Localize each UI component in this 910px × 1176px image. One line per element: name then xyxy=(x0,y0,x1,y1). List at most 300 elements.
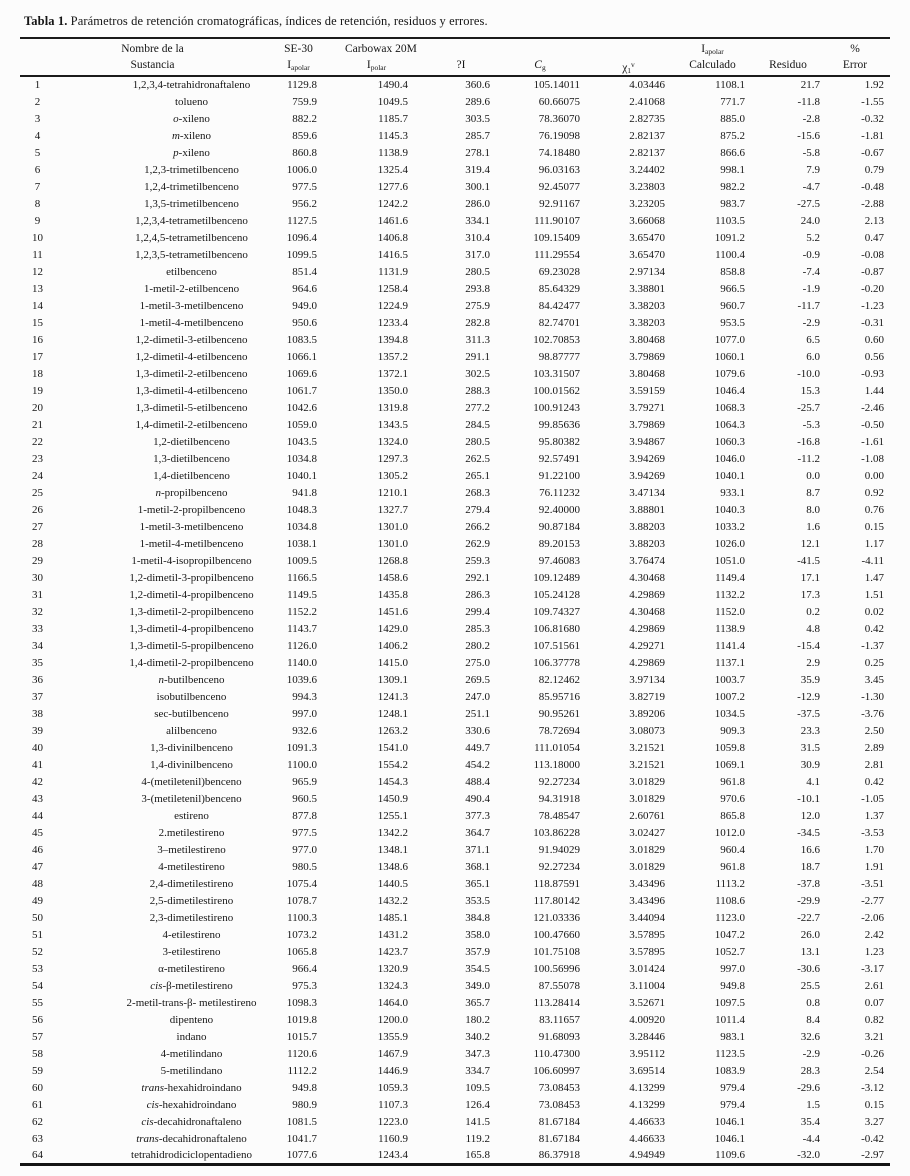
value-cell-carbowax: 1297.3 xyxy=(377,452,408,465)
table-title-label: Tabla 1. xyxy=(24,14,68,28)
row-number-cell: 47 xyxy=(32,860,43,873)
value-cell-delta-i: 302.5 xyxy=(465,367,490,380)
value-cell-error: -2.06 xyxy=(861,911,884,924)
value-cell-chi: 3.66068 xyxy=(629,214,665,227)
value-cell-chi: 3.79271 xyxy=(629,401,665,414)
value-cell-chi: 4.29869 xyxy=(629,656,665,669)
value-cell-calc: 1046.0 xyxy=(714,452,745,465)
value-cell-carbowax: 1241.3 xyxy=(377,690,408,703)
value-cell-residuo: -30.6 xyxy=(797,962,820,975)
value-cell-residuo: -11.2 xyxy=(797,452,820,465)
value-cell-calc: 961.8 xyxy=(720,775,745,788)
column-header-carbowax: Carbowax 20M $I_{polar}$ xyxy=(345,43,417,72)
column-header-error: % Error xyxy=(842,43,868,71)
value-cell-delta-i: 300.1 xyxy=(465,180,490,193)
value-cell-calc: 979.4 xyxy=(720,1098,745,1111)
value-cell-error: 2.50 xyxy=(864,724,884,737)
substance-name-cell: 1,2,3,5-tetrametilbenceno xyxy=(135,248,248,261)
row-number-cell: 15 xyxy=(32,316,43,329)
row-number-cell: 17 xyxy=(32,350,43,363)
value-cell-error: 0.76 xyxy=(864,503,884,516)
table-row xyxy=(20,739,890,756)
value-cell-error: 0.82 xyxy=(864,1013,884,1026)
value-cell-error: 1.47 xyxy=(864,571,884,584)
column-header-cg: $C_g$ xyxy=(534,59,546,72)
value-cell-chi: 3.11004 xyxy=(629,979,665,992)
value-cell-carbowax: 1454.3 xyxy=(377,775,408,788)
row-number-cell: 7 xyxy=(34,180,41,193)
value-cell-carbowax: 1490.4 xyxy=(377,79,408,91)
value-cell-delta-i: 286.3 xyxy=(465,588,490,601)
value-cell-se30: 1039.6 xyxy=(286,673,317,686)
value-cell-error: -3.76 xyxy=(861,707,884,720)
substance-name-cell: o-xileno xyxy=(173,112,210,125)
value-cell-carbowax: 1324.3 xyxy=(377,979,408,992)
value-cell-delta-i: 279.4 xyxy=(465,503,490,516)
value-cell-residuo: -41.5 xyxy=(797,554,820,567)
value-cell-se30: 1100.0 xyxy=(287,758,317,771)
value-cell-se30: 1069.6 xyxy=(286,367,317,380)
value-cell-error: 2.13 xyxy=(864,214,884,227)
retention-parameters-table xyxy=(20,37,890,1166)
value-cell-carbowax: 1200.0 xyxy=(377,1013,408,1026)
value-cell-calc: 1046.4 xyxy=(714,384,745,397)
value-cell-residuo: 12.1 xyxy=(800,537,820,550)
value-cell-chi: 4.00920 xyxy=(629,1013,665,1026)
table-row xyxy=(20,841,890,858)
value-cell-cg: 87.55078 xyxy=(538,979,580,992)
value-cell-delta-i: 280.5 xyxy=(465,265,490,278)
value-cell-cg: 76.19098 xyxy=(538,129,580,142)
value-cell-carbowax: 1277.6 xyxy=(377,180,408,193)
table-row xyxy=(20,161,890,178)
value-cell-error: 1.37 xyxy=(864,809,884,822)
value-cell-calc: 1046.1 xyxy=(714,1132,745,1145)
value-cell-se30: 860.8 xyxy=(292,146,317,159)
row-number-cell: 51 xyxy=(32,928,43,941)
value-cell-delta-i: 288.3 xyxy=(465,384,490,397)
value-cell-residuo: 2.9 xyxy=(806,656,820,669)
value-cell-carbowax: 1342.2 xyxy=(377,826,408,839)
value-cell-cg: 73.08453 xyxy=(538,1098,580,1111)
value-cell-chi: 3.02427 xyxy=(629,826,665,839)
value-cell-se30: 1083.5 xyxy=(286,333,317,346)
table-row xyxy=(20,246,890,263)
value-cell-calc: 875.2 xyxy=(720,129,745,142)
value-cell-carbowax: 1458.6 xyxy=(377,571,408,584)
value-cell-chi: 3.23803 xyxy=(629,180,665,193)
value-cell-carbowax: 1464.0 xyxy=(377,996,408,1009)
value-cell-residuo: 16.6 xyxy=(800,843,820,856)
value-cell-cg: 113.18000 xyxy=(533,758,580,771)
substance-name-cell: tetrahidrodiciclopentadieno xyxy=(131,1149,252,1161)
value-cell-cg: 92.27234 xyxy=(538,775,580,788)
value-cell-se30: 960.5 xyxy=(292,792,317,805)
value-cell-residuo: 18.7 xyxy=(800,860,820,873)
substance-name-cell: 1,2,3,4-tetrametilbenceno xyxy=(135,214,248,227)
value-cell-carbowax: 1301.0 xyxy=(377,537,408,550)
row-number-cell: 30 xyxy=(32,571,43,584)
substance-name-cell: 1,3-dimetil-2-etilbenceno xyxy=(135,367,248,380)
value-cell-error: -2.46 xyxy=(861,401,884,414)
value-cell-delta-i: 347.3 xyxy=(465,1047,490,1060)
value-cell-calc: 1011.4 xyxy=(715,1013,745,1026)
substance-name-cell: 1,3-dimetil-5-etilbenceno xyxy=(135,401,248,414)
table-row xyxy=(20,331,890,348)
value-cell-residuo: 25.5 xyxy=(800,979,820,992)
table-row xyxy=(20,127,890,144)
substance-name-cell: cis-decahidronaftaleno xyxy=(141,1115,242,1128)
substance-name-cell: 1-metil-4-metilbenceno xyxy=(139,316,244,329)
value-cell-carbowax: 1319.8 xyxy=(377,401,408,414)
value-cell-cg: 92.57491 xyxy=(538,452,580,465)
value-cell-se30: 1075.4 xyxy=(286,877,317,890)
value-cell-carbowax: 1416.5 xyxy=(377,248,408,261)
value-cell-chi: 4.03446 xyxy=(629,79,665,91)
value-cell-error: -0.93 xyxy=(861,367,884,380)
substance-name-cell: isobutilbenceno xyxy=(156,690,227,703)
value-cell-error: 0.00 xyxy=(864,469,884,482)
value-cell-residuo: -5.3 xyxy=(802,418,820,431)
value-cell-cg: 90.87184 xyxy=(538,520,580,533)
value-cell-se30: 1100.3 xyxy=(287,911,317,924)
row-number-cell: 42 xyxy=(32,775,43,788)
value-cell-delta-i: 303.5 xyxy=(465,112,490,125)
value-cell-error: 1.92 xyxy=(864,79,884,91)
value-cell-delta-i: 319.4 xyxy=(465,163,490,176)
substance-name-cell: 4-etilestireno xyxy=(162,928,221,941)
value-cell-delta-i: 259.3 xyxy=(465,554,490,567)
table-row xyxy=(20,569,890,586)
column-header-delta-i: ?I xyxy=(456,59,466,71)
value-cell-calc: 983.1 xyxy=(720,1030,745,1043)
value-cell-chi: 3.57895 xyxy=(629,928,665,941)
substance-name-cell: 4-metilestireno xyxy=(158,860,225,873)
value-cell-chi: 3.65470 xyxy=(629,248,665,261)
value-cell-chi: 4.29869 xyxy=(629,622,665,635)
value-cell-cg: 101.75108 xyxy=(533,945,580,958)
value-cell-residuo: -4.7 xyxy=(802,180,820,193)
column-header-se30: SE-30 $I_{apolar}$ xyxy=(284,43,313,72)
table-row xyxy=(20,603,890,620)
table-row xyxy=(20,858,890,875)
value-cell-residuo: -12.9 xyxy=(797,690,820,703)
value-cell-delta-i: 265.1 xyxy=(465,469,490,482)
value-cell-calc: 1149.4 xyxy=(715,571,745,584)
value-cell-calc: 1077.0 xyxy=(714,333,745,346)
table-row xyxy=(20,1147,890,1165)
value-cell-carbowax: 1301.0 xyxy=(377,520,408,533)
value-cell-residuo: 31.5 xyxy=(800,741,820,754)
value-cell-residuo: 6.5 xyxy=(806,333,820,346)
value-cell-residuo: 13.1 xyxy=(800,945,820,958)
value-cell-carbowax: 1305.2 xyxy=(377,469,408,482)
value-cell-se30: 851.4 xyxy=(292,265,317,278)
value-cell-chi: 3.38801 xyxy=(629,282,665,295)
value-cell-residuo: 23.3 xyxy=(800,724,820,737)
value-cell-cg: 94.31918 xyxy=(538,792,580,805)
value-cell-calc: 1108.6 xyxy=(715,894,745,907)
row-number-cell: 21 xyxy=(32,418,43,431)
value-cell-delta-i: 284.5 xyxy=(465,418,490,431)
value-cell-carbowax: 1224.9 xyxy=(377,299,408,312)
value-cell-chi: 4.94949 xyxy=(629,1149,665,1161)
value-cell-error: -0.42 xyxy=(861,1132,884,1145)
value-cell-delta-i: 299.4 xyxy=(465,605,490,618)
value-cell-cg: 92.27234 xyxy=(538,860,580,873)
value-cell-residuo: -2.9 xyxy=(802,1047,820,1060)
value-cell-carbowax: 1450.9 xyxy=(377,792,408,805)
value-cell-error: 0.15 xyxy=(864,1098,884,1111)
value-cell-error: 3.45 xyxy=(864,673,884,686)
value-cell-calc: 970.6 xyxy=(720,792,745,805)
value-cell-se30: 1143.7 xyxy=(287,622,317,635)
value-cell-cg: 82.12462 xyxy=(538,673,580,686)
table-row xyxy=(20,1096,890,1113)
value-cell-se30: 1015.7 xyxy=(286,1030,317,1043)
value-cell-residuo: 4.1 xyxy=(806,775,820,788)
table-row xyxy=(20,994,890,1011)
table-row xyxy=(20,722,890,739)
value-cell-residuo: -37.8 xyxy=(797,877,820,890)
value-cell-delta-i: 262.9 xyxy=(465,537,490,550)
value-cell-cg: 113.28414 xyxy=(533,996,580,1009)
value-cell-error: 2.89 xyxy=(864,741,884,754)
table-row xyxy=(20,348,890,365)
row-number-cell: 57 xyxy=(32,1030,43,1043)
value-cell-carbowax: 1320.9 xyxy=(377,962,408,975)
table-header xyxy=(20,38,890,76)
value-cell-carbowax: 1138.9 xyxy=(378,146,408,159)
value-cell-chi: 3.01829 xyxy=(629,843,665,856)
value-cell-residuo: -5.8 xyxy=(802,146,820,159)
value-cell-delta-i: 334.1 xyxy=(465,214,490,227)
value-cell-se30: 949.0 xyxy=(292,299,317,312)
value-cell-carbowax: 1324.0 xyxy=(377,435,408,448)
value-cell-calc: 997.0 xyxy=(720,962,745,975)
value-cell-residuo: 21.7 xyxy=(800,79,820,91)
value-cell-residuo: -25.7 xyxy=(797,401,820,414)
value-cell-cg: 92.91167 xyxy=(539,197,580,210)
column-header-name: Nombre de la Sustancia xyxy=(121,43,184,71)
value-cell-residuo: -2.9 xyxy=(802,316,820,329)
value-cell-delta-i: 280.5 xyxy=(465,435,490,448)
row-number-cell: 9 xyxy=(34,214,41,227)
value-cell-delta-i: 285.7 xyxy=(465,129,490,142)
value-cell-chi: 3.97134 xyxy=(629,673,665,686)
value-cell-cg: 109.12489 xyxy=(533,571,580,584)
value-cell-cg: 78.72694 xyxy=(538,724,580,737)
value-cell-carbowax: 1325.4 xyxy=(377,163,408,176)
row-number-cell: 37 xyxy=(32,690,43,703)
value-cell-se30: 877.8 xyxy=(292,809,317,822)
value-cell-se30: 1034.8 xyxy=(286,452,317,465)
value-cell-error: -2.88 xyxy=(861,197,884,210)
substance-name-cell: 2.metilestireno xyxy=(158,826,225,839)
value-cell-error: -0.26 xyxy=(861,1047,884,1060)
value-cell-se30: 932.6 xyxy=(292,724,317,737)
value-cell-error: -0.50 xyxy=(861,418,884,431)
value-cell-calc: 953.5 xyxy=(720,316,745,329)
value-cell-chi: 2.97134 xyxy=(629,265,665,278)
value-cell-error: 1.91 xyxy=(864,860,884,873)
value-cell-calc: 1060.3 xyxy=(714,435,745,448)
value-cell-cg: 111.29554 xyxy=(534,248,580,261)
value-cell-chi: 4.29271 xyxy=(629,639,665,652)
row-number-cell: 56 xyxy=(32,1013,43,1026)
row-number-cell: 25 xyxy=(32,486,43,499)
value-cell-delta-i: 126.4 xyxy=(465,1098,490,1111)
value-cell-delta-i: 280.2 xyxy=(465,639,490,652)
value-cell-delta-i: 349.0 xyxy=(465,979,490,992)
value-cell-se30: 1126.0 xyxy=(287,639,317,652)
value-cell-error: 1.70 xyxy=(864,843,884,856)
value-cell-se30: 950.6 xyxy=(292,316,317,329)
value-cell-calc: 949.8 xyxy=(720,979,745,992)
value-cell-chi: 3.01424 xyxy=(629,962,665,975)
value-cell-residuo: -2.8 xyxy=(802,112,820,125)
value-cell-se30: 964.6 xyxy=(292,282,317,295)
value-cell-chi: 4.30468 xyxy=(629,605,665,618)
value-cell-cg: 91.68093 xyxy=(538,1030,580,1043)
value-cell-delta-i: 311.3 xyxy=(465,333,490,346)
value-cell-carbowax: 1440.5 xyxy=(377,877,408,890)
value-cell-carbowax: 1554.2 xyxy=(377,758,408,771)
value-cell-calc: 1079.6 xyxy=(714,367,745,380)
value-cell-cg: 73.08453 xyxy=(538,1081,580,1094)
value-cell-carbowax: 1394.8 xyxy=(377,333,408,346)
table-row xyxy=(20,144,890,161)
value-cell-error: 1.17 xyxy=(864,537,884,550)
value-cell-error: -4.11 xyxy=(861,554,884,567)
value-cell-delta-i: 317.0 xyxy=(465,248,490,261)
value-cell-error: 0.47 xyxy=(864,231,884,244)
value-cell-residuo: 35.9 xyxy=(800,673,820,686)
row-number-cell: 60 xyxy=(32,1081,43,1094)
value-cell-residuo: -37.5 xyxy=(797,707,820,720)
substance-name-cell: n-butilbenceno xyxy=(158,673,225,686)
value-cell-residuo: 28.3 xyxy=(800,1064,820,1077)
value-cell-cg: 106.81680 xyxy=(533,622,580,635)
row-number-cell: 40 xyxy=(32,741,43,754)
row-number-cell: 18 xyxy=(32,367,43,380)
table-row xyxy=(20,229,890,246)
value-cell-carbowax: 1268.8 xyxy=(377,554,408,567)
table-row xyxy=(20,875,890,892)
table-row xyxy=(20,93,890,110)
value-cell-calc: 1040.1 xyxy=(714,469,745,482)
row-number-cell: 4 xyxy=(34,129,41,142)
value-cell-error: -3.12 xyxy=(861,1081,884,1094)
table-row xyxy=(20,926,890,943)
value-cell-error: -2.97 xyxy=(861,1149,884,1161)
value-cell-residuo: -32.0 xyxy=(797,1149,820,1161)
table-row xyxy=(20,518,890,535)
value-cell-carbowax: 1432.2 xyxy=(377,894,408,907)
substance-name-cell: 1,2,3-trimetilbenceno xyxy=(144,163,239,176)
table-row xyxy=(20,76,890,93)
value-cell-residuo: -11.7 xyxy=(797,299,820,312)
value-cell-error: 2.42 xyxy=(864,928,884,941)
value-cell-se30: 1042.6 xyxy=(286,401,317,414)
value-cell-calc: 960.4 xyxy=(720,843,745,856)
value-cell-delta-i: 449.7 xyxy=(465,741,490,754)
table-row xyxy=(20,824,890,841)
row-number-cell: 58 xyxy=(32,1047,43,1060)
table-row xyxy=(20,960,890,977)
value-cell-carbowax: 1372.1 xyxy=(377,367,408,380)
substance-name-cell: 1,2-dietilbenceno xyxy=(153,435,230,448)
value-cell-error: 1.23 xyxy=(864,945,884,958)
value-cell-se30: 1073.2 xyxy=(286,928,317,941)
value-cell-delta-i: 293.8 xyxy=(465,282,490,295)
value-cell-delta-i: 360.6 xyxy=(465,79,490,91)
row-number-cell: 26 xyxy=(32,503,43,516)
value-cell-error: -1.30 xyxy=(861,690,884,703)
value-cell-error: -0.87 xyxy=(861,265,884,278)
value-cell-error: -1.05 xyxy=(861,792,884,805)
value-cell-calc: 1047.2 xyxy=(714,928,745,941)
row-number-cell: 22 xyxy=(32,435,43,448)
row-number-cell: 59 xyxy=(32,1064,43,1077)
substance-name-cell: trans-hexahidroindano xyxy=(141,1081,242,1094)
substance-name-cell: 3-etilestireno xyxy=(162,945,221,958)
value-cell-calc: 909.3 xyxy=(720,724,745,737)
table-row xyxy=(20,688,890,705)
value-cell-carbowax: 1461.6 xyxy=(377,214,408,227)
value-cell-cg: 111.90107 xyxy=(534,214,580,227)
value-cell-carbowax: 1258.4 xyxy=(377,282,408,295)
value-cell-error: -1.61 xyxy=(861,435,884,448)
substance-name-cell: 4-metilindano xyxy=(160,1047,223,1060)
substance-name-cell: 1,3-dimetil-2-propilbenceno xyxy=(129,605,254,618)
value-cell-residuo: 4.8 xyxy=(806,622,820,635)
value-cell-se30: 1065.8 xyxy=(286,945,317,958)
value-cell-se30: 1096.4 xyxy=(286,231,317,244)
value-cell-delta-i: 371.1 xyxy=(465,843,490,856)
table-row xyxy=(20,110,890,127)
value-cell-cg: 100.91243 xyxy=(533,401,580,414)
value-cell-delta-i: 364.7 xyxy=(465,826,490,839)
value-cell-cg: 117.80142 xyxy=(533,894,580,907)
substance-name-cell: indano xyxy=(176,1030,207,1043)
value-cell-error: -1.23 xyxy=(861,299,884,312)
value-cell-residuo: 0.8 xyxy=(806,996,820,1009)
value-cell-cg: 107.51561 xyxy=(533,639,580,652)
value-cell-cg: 110.47300 xyxy=(533,1047,580,1060)
value-cell-residuo: 32.6 xyxy=(800,1030,820,1043)
value-cell-chi: 3.01829 xyxy=(629,860,665,873)
row-number-cell: 29 xyxy=(32,554,43,567)
value-cell-cg: 85.95716 xyxy=(538,690,580,703)
value-cell-carbowax: 1327.7 xyxy=(377,503,408,516)
row-number-cell: 8 xyxy=(34,197,41,210)
row-number-cell: 28 xyxy=(32,537,43,550)
table-row xyxy=(20,1079,890,1096)
table-row xyxy=(20,909,890,926)
value-cell-cg: 103.86228 xyxy=(533,826,580,839)
value-cell-se30: 975.3 xyxy=(292,979,317,992)
substance-name-cell: alilbenceno xyxy=(166,724,217,737)
value-cell-residuo: -0.9 xyxy=(802,248,820,261)
value-cell-chi: 2.82137 xyxy=(629,146,665,159)
value-cell-calc: 865.8 xyxy=(720,809,745,822)
substance-name-cell: 1-metil-4-isopropilbenceno xyxy=(131,554,252,567)
row-number-cell: 2 xyxy=(34,95,41,108)
value-cell-delta-i: 365.7 xyxy=(465,996,490,1009)
value-cell-cg: 118.87591 xyxy=(533,877,580,890)
value-cell-residuo: -22.7 xyxy=(797,911,820,924)
